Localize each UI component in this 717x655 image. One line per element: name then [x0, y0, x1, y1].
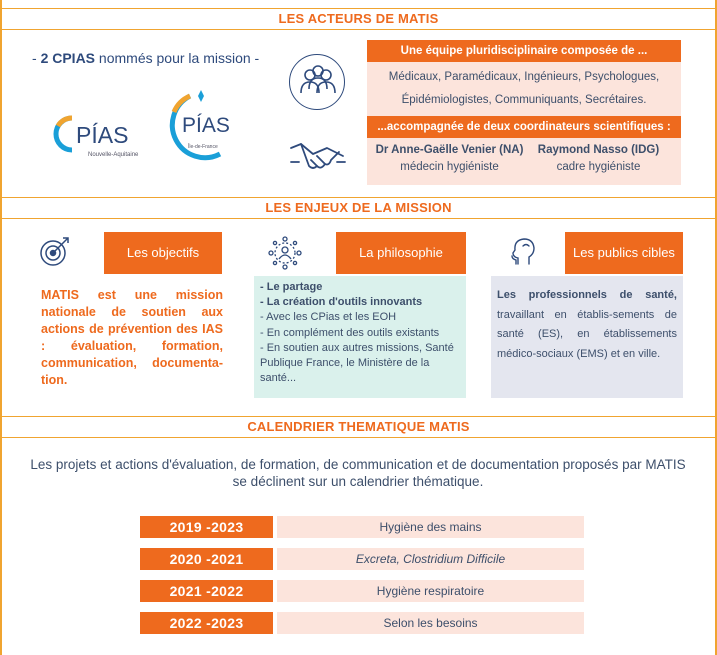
coordinators-header: ...accompagnée de deux coordinateurs scientifiques : [367, 116, 681, 138]
team-panel [367, 40, 681, 185]
svg-text:Nouvelle-Aquitaine: Nouvelle-Aquitaine [88, 152, 139, 158]
calendar-years: 2021 -2022 [140, 580, 273, 602]
svg-text:PÍAS: PÍAS [76, 122, 129, 148]
calendar-topic: Excreta, Clostridium Difficile [277, 548, 584, 570]
philosophy-item: - En complément des outils existants [260, 326, 440, 339]
philosophy-title: La philosophie [336, 232, 466, 274]
philosophy-item: - La création d'outils innovants [260, 296, 423, 309]
section-header-stakes: LES ENJEUX DE LA MISSION [0, 197, 717, 219]
cpias-idf-logo [168, 86, 248, 162]
calendar-topic: Selon les besoins [277, 612, 584, 634]
team-icon [289, 54, 345, 110]
calendar-row [140, 548, 584, 570]
publics-title: Les publics cibles [565, 232, 683, 274]
team-line-1: Médicaux, Paramédicaux, Ingénieurs, Psychologues, [388, 71, 660, 83]
philosophy-list [254, 276, 466, 398]
cpias-intro: - 2 CPIAS nommés pour la mission - [32, 50, 260, 66]
calendar-row [140, 612, 584, 634]
calendar-row [140, 580, 584, 602]
heads-icon [508, 234, 542, 268]
handshake-icon [289, 136, 347, 176]
philosophy-item: - Le partage [260, 281, 323, 293]
calendar-topic: Hygiène des mains [277, 516, 584, 538]
cpias-na-logo [50, 106, 160, 166]
calendar-intro: Les projets et actions d'évaluation, de formation, de communication et de documentation proposés par MATIS se déclinent sur un calendrier thématique. [30, 457, 686, 489]
calendar-years: 2020 -2021 [140, 548, 273, 570]
svg-text:Île-de-France: Île-de-France [188, 144, 218, 150]
calendar-topic: Hygiène respiratoire [277, 580, 584, 602]
coordinator-2: Raymond Nasso (IDG) cadre hygiéniste [537, 144, 660, 173]
network-people-icon [268, 236, 302, 270]
publics-text: Les professionnels de santé, travaillant en établis-sements de santé (ES), en établissements médico-sociaux (EMS) et en ville. [491, 276, 683, 398]
coordinator-1: Dr Anne-Gaëlle Venier (NA) médecin hygiéniste [375, 144, 524, 173]
target-icon [38, 234, 72, 268]
calendar-years: 2019 -2023 [140, 516, 273, 538]
svg-text:PÍAS: PÍAS [182, 114, 230, 137]
philosophy-item: - En soutien aux autres missions, Santé Publique France, le Ministère de la santé... [260, 341, 454, 385]
team-line-2: Épidémiologistes, Communiquants, Secrétaires. [401, 94, 647, 106]
objectives-text: MATIS est une mission nationale de soutien aux actions de prévention des IAS : évaluation, formation, communication, documenta-tion. [41, 288, 223, 387]
objectives-title: Les objectifs [104, 232, 222, 274]
team-header: Une équipe pluridisciplinaire composée de ... [367, 40, 681, 62]
philosophy-item: - Avec les CPias et les EOH [260, 311, 397, 324]
calendar-row [140, 516, 584, 538]
calendar-years: 2022 -2023 [140, 612, 273, 634]
section-header-actors: LES ACTEURS DE MATIS [0, 8, 717, 30]
section-header-calendar: CALENDRIER THEMATIQUE MATIS [0, 416, 717, 438]
